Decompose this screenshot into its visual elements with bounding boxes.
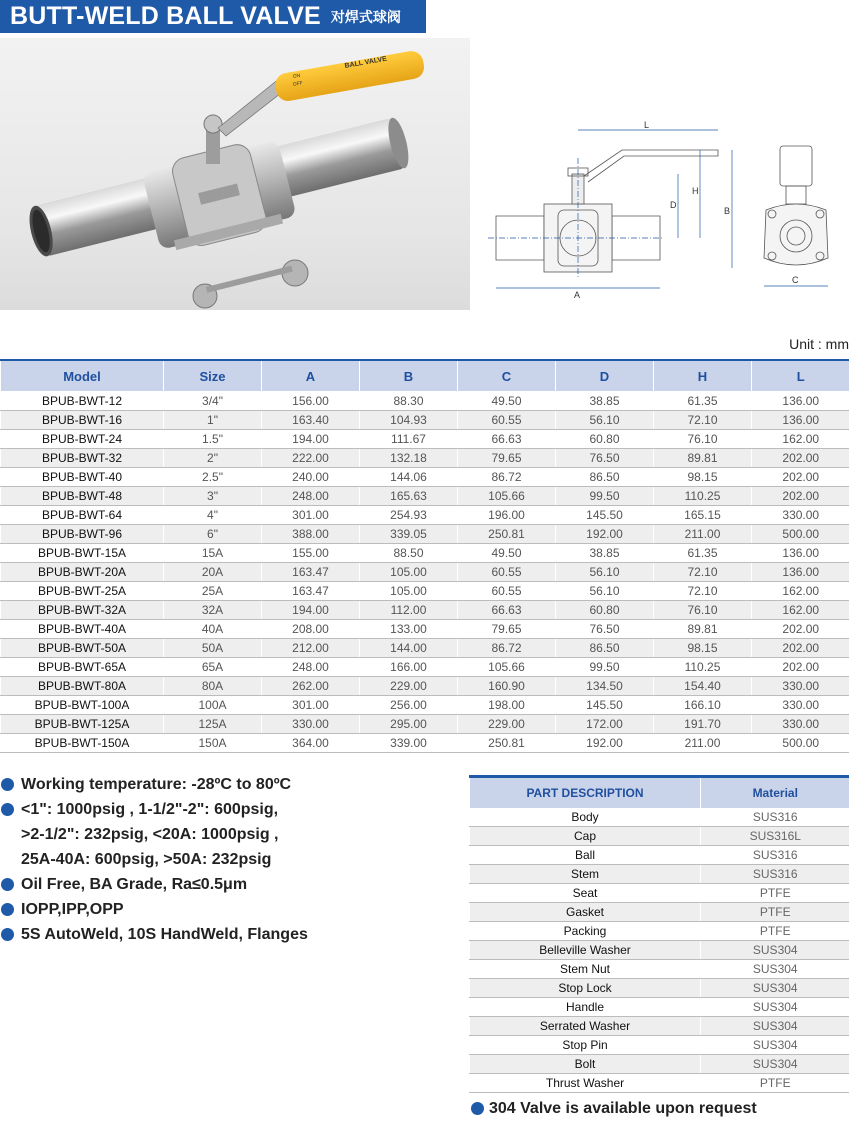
value-cell: 191.70 (654, 715, 752, 734)
dim-label-a: A (574, 290, 581, 300)
value-cell: 38.85 (556, 392, 654, 411)
ball-valve-photo (0, 38, 470, 310)
value-cell: 212.00 (262, 639, 360, 658)
value-cell: 136.00 (752, 392, 849, 411)
dim-label-b: B (724, 206, 731, 216)
value-cell: 133.00 (360, 620, 458, 639)
value-cell: 111.67 (360, 430, 458, 449)
model-cell: BPUB-BWT-96 (1, 525, 164, 544)
bullet-dot-icon (1, 928, 14, 941)
value-cell: 60.55 (458, 582, 556, 601)
value-cell: 163.47 (262, 582, 360, 601)
part-name-cell: Belleville Washer (470, 941, 701, 960)
value-cell: 240.00 (262, 468, 360, 487)
value-cell: 72.10 (654, 582, 752, 601)
value-cell: 194.00 (262, 430, 360, 449)
dimensions-header-cell: Size (164, 360, 262, 392)
value-cell: 98.15 (654, 639, 752, 658)
value-cell: 98.15 (654, 468, 752, 487)
value-cell: 301.00 (262, 506, 360, 525)
value-cell: 208.00 (262, 620, 360, 639)
value-cell: 192.00 (556, 734, 654, 753)
part-material-cell: SUS316 (701, 865, 849, 884)
table-row (1, 715, 849, 734)
page-title: BUTT-WELD BALL VALVE (10, 2, 321, 30)
table-row (470, 1055, 849, 1074)
value-cell: 86.50 (556, 639, 654, 658)
table-row (470, 827, 849, 846)
value-cell: 202.00 (752, 620, 849, 639)
value-cell: 25A (164, 582, 262, 601)
dim-label-d: D (670, 200, 677, 210)
value-cell: 2" (164, 449, 262, 468)
part-name-cell: Cap (470, 827, 701, 846)
model-cell: BPUB-BWT-64 (1, 506, 164, 525)
value-cell: 105.00 (360, 582, 458, 601)
parts-table-body (470, 808, 849, 1093)
part-name-cell: Thrust Washer (470, 1074, 701, 1093)
part-name-cell: Ball (470, 846, 701, 865)
value-cell: 38.85 (556, 544, 654, 563)
value-cell: 136.00 (752, 563, 849, 582)
value-cell: 60.80 (556, 601, 654, 620)
value-cell: 88.30 (360, 392, 458, 411)
value-cell: 132.18 (360, 449, 458, 468)
value-cell: 229.00 (360, 677, 458, 696)
value-cell: 86.72 (458, 468, 556, 487)
value-cell: 60.55 (458, 563, 556, 582)
value-cell: 500.00 (752, 525, 849, 544)
bullet-dot-icon (1, 778, 14, 791)
parts-header-material: Material (701, 777, 849, 809)
value-cell: 76.10 (654, 430, 752, 449)
value-cell: 89.81 (654, 620, 752, 639)
value-cell: 144.00 (360, 639, 458, 658)
value-cell: 3" (164, 487, 262, 506)
value-cell: 60.80 (556, 430, 654, 449)
table-row (1, 601, 849, 620)
table-row (1, 430, 849, 449)
spec-item: IOPP,IPP,OPP (0, 897, 460, 922)
model-cell: BPUB-BWT-12 (1, 392, 164, 411)
value-cell: 89.81 (654, 449, 752, 468)
parts-header-row (470, 777, 849, 809)
part-material-cell: PTFE (701, 903, 849, 922)
value-cell: 145.50 (556, 506, 654, 525)
value-cell: 79.65 (458, 620, 556, 639)
value-cell: 105.66 (458, 658, 556, 677)
dimensions-header-cell: L (752, 360, 849, 392)
value-cell: 76.10 (654, 601, 752, 620)
value-cell: 162.00 (752, 601, 849, 620)
table-row (470, 922, 849, 941)
title-banner (0, 0, 426, 33)
table-row (1, 449, 849, 468)
value-cell: 76.50 (556, 620, 654, 639)
part-name-cell: Serrated Washer (470, 1017, 701, 1036)
value-cell: 99.50 (556, 658, 654, 677)
table-row (470, 960, 849, 979)
part-material-cell: SUS316L (701, 827, 849, 846)
table-row (470, 903, 849, 922)
part-name-cell: Stem Nut (470, 960, 701, 979)
model-cell: BPUB-BWT-32 (1, 449, 164, 468)
value-cell: 61.35 (654, 544, 752, 563)
part-material-cell: SUS304 (701, 1036, 849, 1055)
value-cell: 15A (164, 544, 262, 563)
model-cell: BPUB-BWT-40A (1, 620, 164, 639)
dim-label-c: C (792, 275, 799, 285)
dimensions-header-cell: A (262, 360, 360, 392)
value-cell: 49.50 (458, 392, 556, 411)
dimensions-header-cell: Model (1, 360, 164, 392)
value-cell: 100A (164, 696, 262, 715)
handle-off-text: OFF (292, 80, 304, 88)
table-row (470, 979, 849, 998)
dimensions-table-body (1, 392, 849, 753)
table-row (1, 468, 849, 487)
table-row (1, 525, 849, 544)
table-row (1, 506, 849, 525)
value-cell: 229.00 (458, 715, 556, 734)
bullet-dot-icon (471, 1102, 484, 1115)
dimensions-table (0, 359, 849, 753)
value-cell: 330.00 (752, 715, 849, 734)
model-cell: BPUB-BWT-48 (1, 487, 164, 506)
value-cell: 155.00 (262, 544, 360, 563)
value-cell: 222.00 (262, 449, 360, 468)
value-cell: 136.00 (752, 411, 849, 430)
model-cell: BPUB-BWT-20A (1, 563, 164, 582)
value-cell: 4" (164, 506, 262, 525)
dimensions-header-cell: B (360, 360, 458, 392)
dimensions-header-row (1, 360, 849, 392)
dimensions-header-cell: C (458, 360, 556, 392)
value-cell: 66.63 (458, 601, 556, 620)
value-cell: 56.10 (556, 563, 654, 582)
part-material-cell: SUS304 (701, 960, 849, 979)
table-row (1, 411, 849, 430)
value-cell: 165.63 (360, 487, 458, 506)
part-name-cell: Stop Pin (470, 1036, 701, 1055)
page-title-chinese: 对焊式球阀 (330, 9, 401, 26)
table-row (470, 884, 849, 903)
model-cell: BPUB-BWT-80A (1, 677, 164, 696)
value-cell: 339.05 (360, 525, 458, 544)
dimensions-header-cell: D (556, 360, 654, 392)
bullet-dot-icon (1, 803, 14, 816)
part-name-cell: Seat (470, 884, 701, 903)
table-row (1, 620, 849, 639)
value-cell: 56.10 (556, 411, 654, 430)
value-cell: 1.5" (164, 430, 262, 449)
value-cell: 330.00 (752, 506, 849, 525)
dimension-drawing-side (758, 140, 834, 292)
model-cell: BPUB-BWT-100A (1, 696, 164, 715)
spec-item: 5S AutoWeld, 10S HandWeld, Flanges (0, 922, 460, 947)
table-row (1, 696, 849, 715)
part-material-cell: PTFE (701, 884, 849, 903)
value-cell: 104.93 (360, 411, 458, 430)
part-material-cell: SUS316 (701, 808, 849, 827)
value-cell: 202.00 (752, 449, 849, 468)
value-cell: 150A (164, 734, 262, 753)
value-cell: 330.00 (262, 715, 360, 734)
part-name-cell: Bolt (470, 1055, 701, 1074)
model-cell: BPUB-BWT-16 (1, 411, 164, 430)
value-cell: 144.06 (360, 468, 458, 487)
spec-item: Working temperature: -28ºC to 80ºC (0, 772, 460, 797)
value-cell: 72.10 (654, 563, 752, 582)
value-cell: 388.00 (262, 525, 360, 544)
table-row (470, 1017, 849, 1036)
value-cell: 250.81 (458, 525, 556, 544)
model-cell: BPUB-BWT-65A (1, 658, 164, 677)
table-row (1, 734, 849, 753)
value-cell: 79.65 (458, 449, 556, 468)
value-cell: 166.00 (360, 658, 458, 677)
value-cell: 163.47 (262, 563, 360, 582)
model-cell: BPUB-BWT-150A (1, 734, 164, 753)
bullet-dot-icon (1, 903, 14, 916)
part-material-cell: SUS304 (701, 979, 849, 998)
part-material-cell: SUS304 (701, 998, 849, 1017)
value-cell: 88.50 (360, 544, 458, 563)
value-cell: 110.25 (654, 487, 752, 506)
model-cell: BPUB-BWT-24 (1, 430, 164, 449)
part-material-cell: SUS304 (701, 941, 849, 960)
value-cell: 134.50 (556, 677, 654, 696)
availability-note: 304 Valve is available upon request (469, 1099, 757, 1119)
part-name-cell: Stop Lock (470, 979, 701, 998)
part-name-cell: Stem (470, 865, 701, 884)
part-name-cell: Packing (470, 922, 701, 941)
table-row (1, 639, 849, 658)
part-name-cell: Handle (470, 998, 701, 1017)
value-cell: 256.00 (360, 696, 458, 715)
value-cell: 125A (164, 715, 262, 734)
value-cell: 49.50 (458, 544, 556, 563)
parts-header-description: PART DESCRIPTION (470, 777, 701, 809)
table-row (470, 1074, 849, 1093)
model-cell: BPUB-BWT-50A (1, 639, 164, 658)
table-row (470, 998, 849, 1017)
value-cell: 211.00 (654, 525, 752, 544)
value-cell: 301.00 (262, 696, 360, 715)
table-row (470, 846, 849, 865)
dimension-drawing-front (488, 118, 746, 300)
parts-table (469, 775, 849, 1093)
spec-item-continuation: 25A-40A: 600psig, >50A: 232psig (21, 851, 272, 868)
value-cell: 50A (164, 639, 262, 658)
table-row (1, 658, 849, 677)
value-cell: 156.00 (262, 392, 360, 411)
value-cell: 500.00 (752, 734, 849, 753)
value-cell: 136.00 (752, 544, 849, 563)
value-cell: 198.00 (458, 696, 556, 715)
value-cell: 211.00 (654, 734, 752, 753)
value-cell: 192.00 (556, 525, 654, 544)
table-row (1, 487, 849, 506)
part-material-cell: SUS316 (701, 846, 849, 865)
value-cell: 32A (164, 601, 262, 620)
value-cell: 166.10 (654, 696, 752, 715)
value-cell: 60.55 (458, 411, 556, 430)
value-cell: 162.00 (752, 582, 849, 601)
table-row (470, 865, 849, 884)
handle-on-text: ON (292, 72, 301, 80)
spec-item-continuation: >2-1/2": 232psig, <20A: 1000psig , (21, 826, 279, 843)
value-cell: 6" (164, 525, 262, 544)
value-cell: 160.90 (458, 677, 556, 696)
value-cell: 1" (164, 411, 262, 430)
spec-item: Oil Free, BA Grade, Ra≤0.5μm (0, 872, 460, 897)
part-material-cell: PTFE (701, 922, 849, 941)
value-cell: 196.00 (458, 506, 556, 525)
value-cell: 76.50 (556, 449, 654, 468)
model-cell: BPUB-BWT-25A (1, 582, 164, 601)
value-cell: 99.50 (556, 487, 654, 506)
value-cell: 250.81 (458, 734, 556, 753)
value-cell: 202.00 (752, 639, 849, 658)
value-cell: 163.40 (262, 411, 360, 430)
table-row (1, 392, 849, 411)
part-name-cell: Gasket (470, 903, 701, 922)
spec-list (0, 772, 460, 947)
dim-label-l: L (644, 120, 650, 130)
value-cell: 248.00 (262, 658, 360, 677)
part-material-cell: PTFE (701, 1074, 849, 1093)
value-cell: 254.93 (360, 506, 458, 525)
value-cell: 56.10 (556, 582, 654, 601)
table-row (470, 808, 849, 827)
value-cell: 2.5" (164, 468, 262, 487)
part-name-cell: Body (470, 808, 701, 827)
value-cell: 162.00 (752, 430, 849, 449)
value-cell: 202.00 (752, 468, 849, 487)
table-row (470, 941, 849, 960)
value-cell: 202.00 (752, 658, 849, 677)
model-cell: BPUB-BWT-32A (1, 601, 164, 620)
part-material-cell: SUS304 (701, 1055, 849, 1074)
value-cell: 202.00 (752, 487, 849, 506)
value-cell: 364.00 (262, 734, 360, 753)
model-cell: BPUB-BWT-15A (1, 544, 164, 563)
value-cell: 86.50 (556, 468, 654, 487)
value-cell: 61.35 (654, 392, 752, 411)
value-cell: 154.40 (654, 677, 752, 696)
dimensions-header-cell: H (654, 360, 752, 392)
value-cell: 194.00 (262, 601, 360, 620)
product-photo (0, 38, 470, 310)
value-cell: 105.66 (458, 487, 556, 506)
value-cell: 172.00 (556, 715, 654, 734)
value-cell: 145.50 (556, 696, 654, 715)
table-row (1, 582, 849, 601)
unit-label: Unit : mm (789, 336, 849, 352)
value-cell: 72.10 (654, 411, 752, 430)
value-cell: 330.00 (752, 677, 849, 696)
value-cell: 262.00 (262, 677, 360, 696)
value-cell: 248.00 (262, 487, 360, 506)
handle-text: BALL VALVE (344, 55, 388, 70)
value-cell: 65A (164, 658, 262, 677)
value-cell: 20A (164, 563, 262, 582)
value-cell: 3/4" (164, 392, 262, 411)
model-cell: BPUB-BWT-125A (1, 715, 164, 734)
table-row (1, 677, 849, 696)
value-cell: 86.72 (458, 639, 556, 658)
value-cell: 165.15 (654, 506, 752, 525)
value-cell: 295.00 (360, 715, 458, 734)
value-cell: 66.63 (458, 430, 556, 449)
bullet-dot-icon (1, 878, 14, 891)
spec-item: <1": 1000psig , 1-1/2"-2": 600psig, (0, 797, 460, 822)
value-cell: 330.00 (752, 696, 849, 715)
value-cell: 105.00 (360, 563, 458, 582)
table-row (1, 563, 849, 582)
dim-label-h: H (692, 186, 699, 196)
model-cell: BPUB-BWT-40 (1, 468, 164, 487)
value-cell: 339.00 (360, 734, 458, 753)
value-cell: 112.00 (360, 601, 458, 620)
value-cell: 40A (164, 620, 262, 639)
table-row (1, 544, 849, 563)
value-cell: 80A (164, 677, 262, 696)
value-cell: 110.25 (654, 658, 752, 677)
part-material-cell: SUS304 (701, 1017, 849, 1036)
table-row (470, 1036, 849, 1055)
